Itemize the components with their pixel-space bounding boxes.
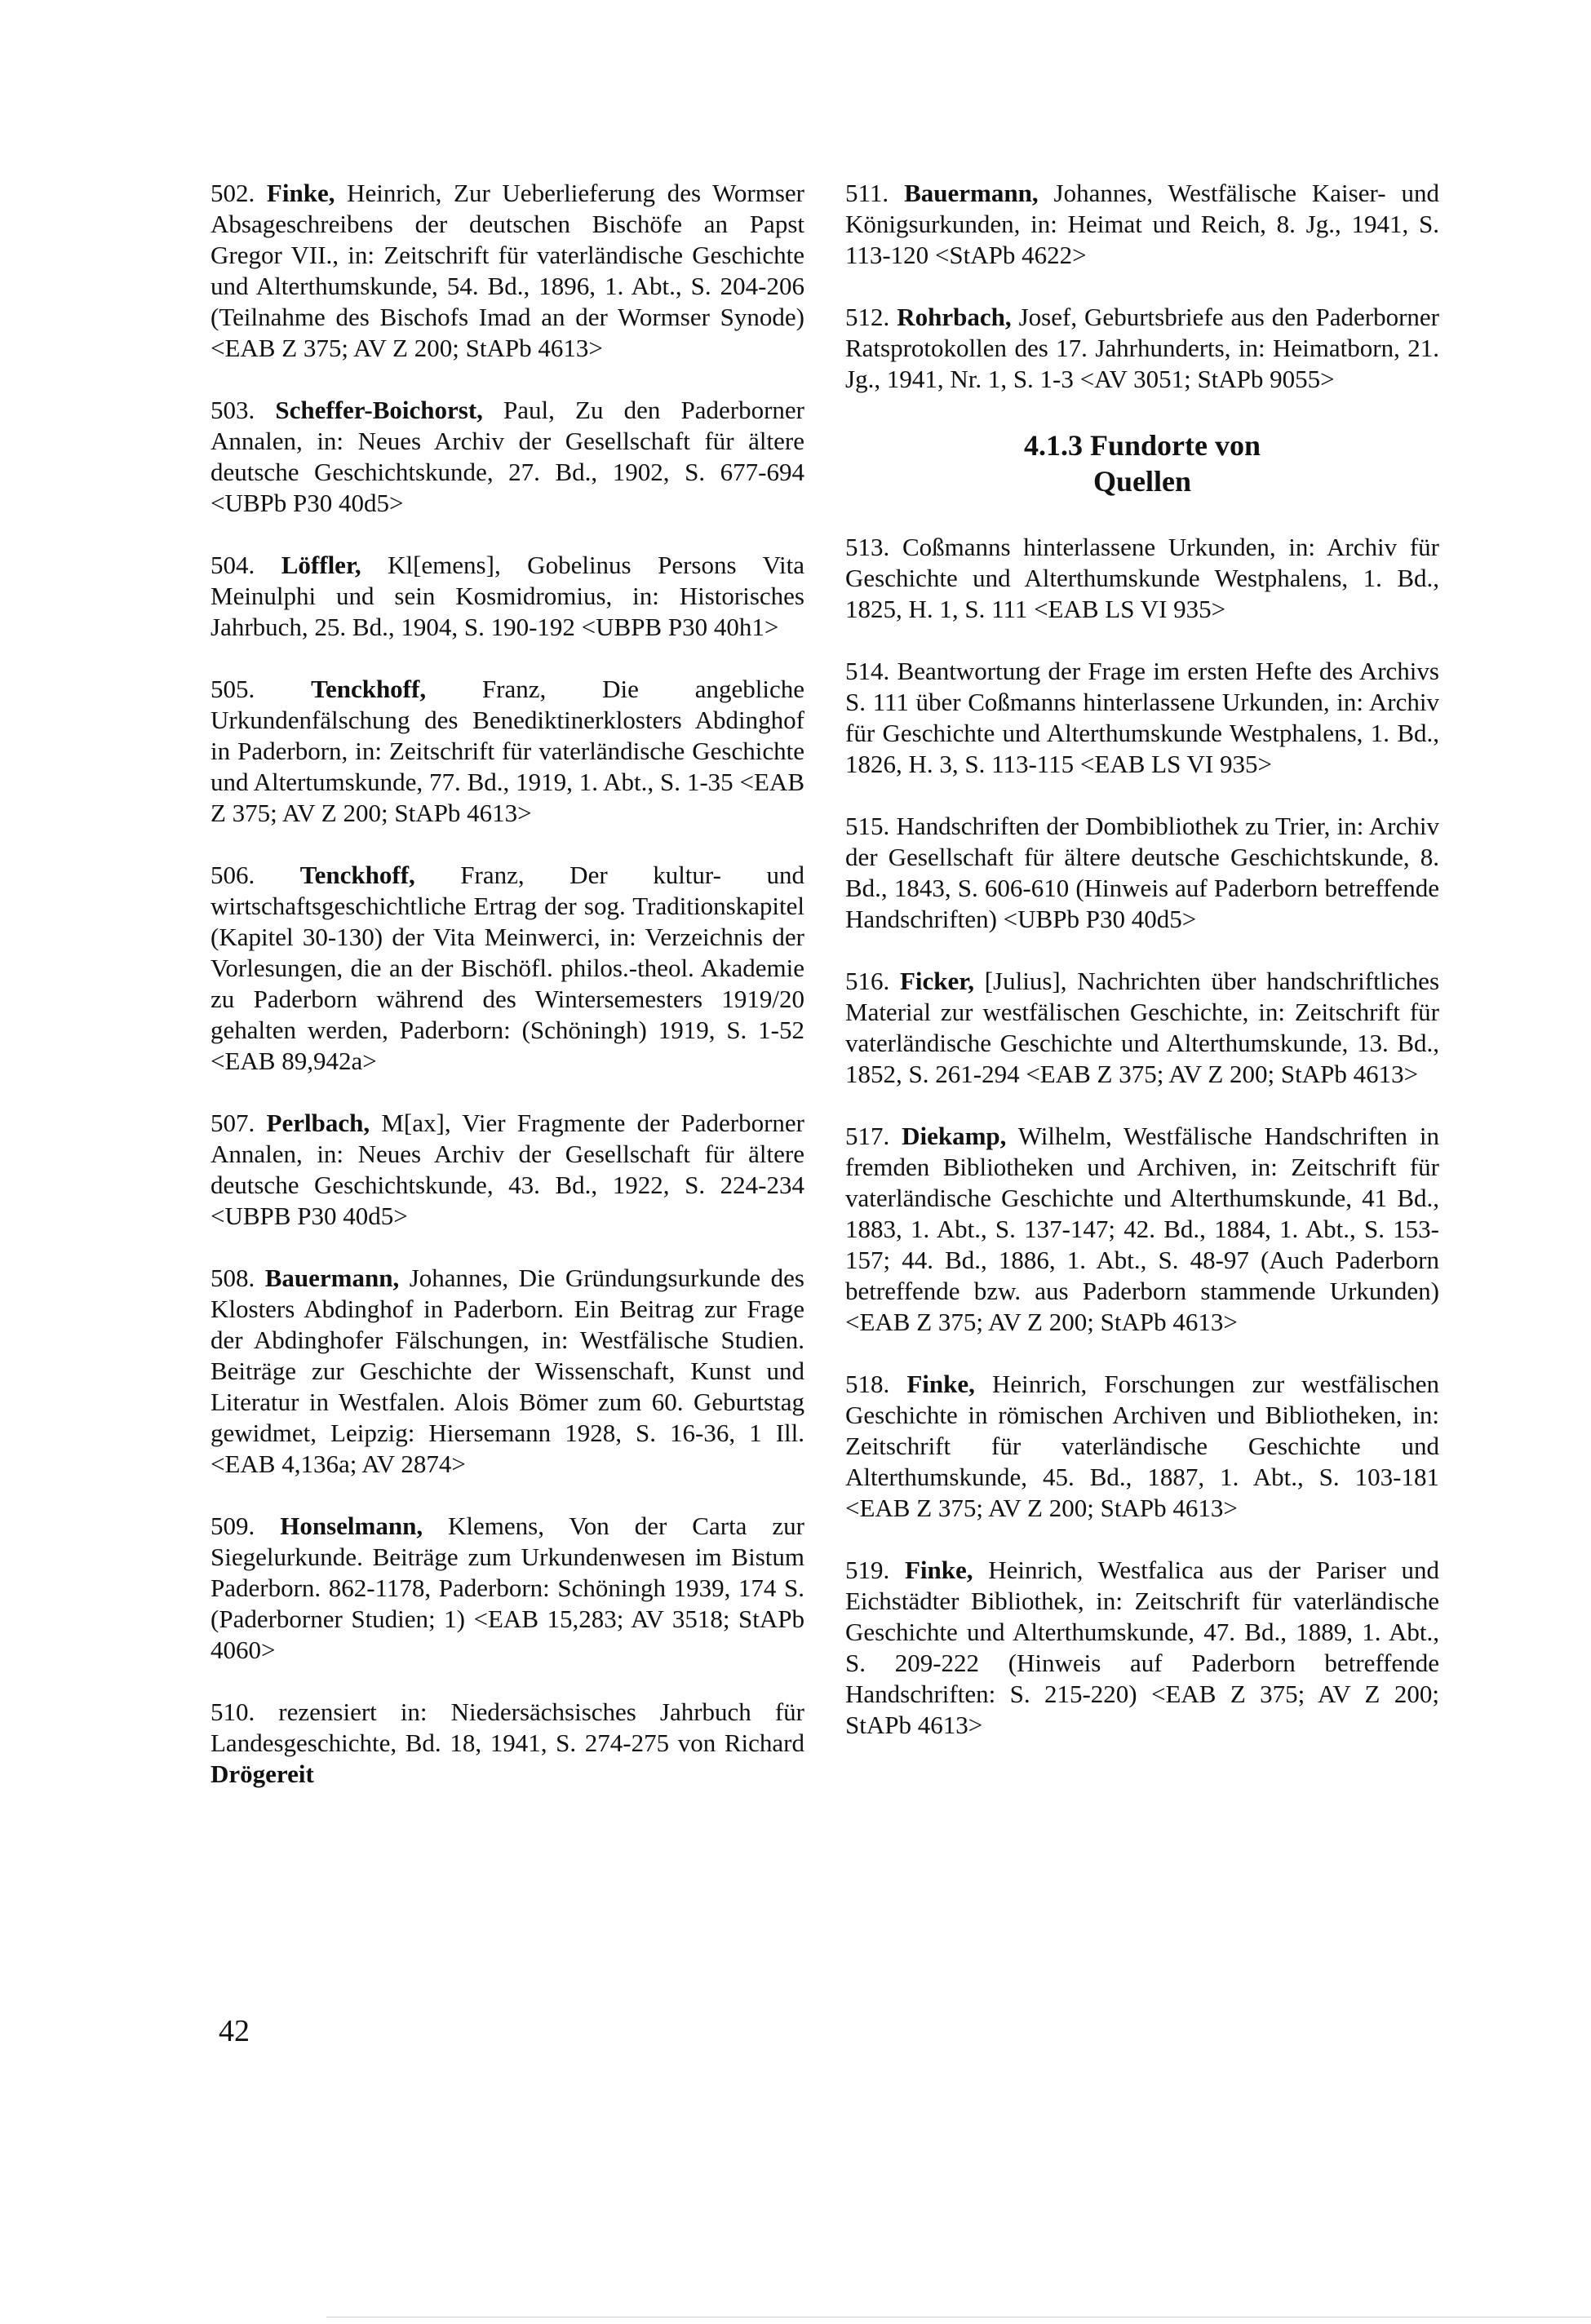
bib-entry-504	[211, 550, 804, 643]
bib-entry-503	[211, 395, 804, 519]
section-heading	[845, 427, 1439, 499]
entry-text: Johannes, Die Gründungsurkunde des Klosters Abdinghof in Paderborn. Ein Beitrag zur Frage der Abdinghofer Fälschungen, in: Westfälische Studien. Beiträge zur Geschichte der Wissenschaft, Kunst und Literatur in Westfalen. Alois Bömer zum 60. Geburtstag gewidmet, Leipzig: Hiersemann 1928, S. 16-36, 1 Ill. <EAB 4,136a; AV 2874>	[211, 1264, 804, 1478]
entry-text: Kl[emens], Gobelinus Persons Vita Meinulphi und sein Kosmidromius, in: Historisches Jahrbuch, 25. Bd., 1904, S. 190-192 <UBPB P30 40h1>	[211, 551, 805, 641]
entry-number: 509.	[211, 1512, 255, 1540]
bib-entry-511	[845, 178, 1439, 271]
bib-entry-505	[211, 674, 804, 829]
entry-author: Diekamp,	[902, 1122, 1007, 1150]
entry-text: Handschriften der Dombibliothek zu Trier, in: Archiv der Gesellschaft für ältere deutsche Geschichtskunde, 8. Bd., 1843, S. 606-610 (Hinweis auf Paderborn betreffende Handschriften) <UBPb P30 40d5>	[845, 812, 1439, 933]
entry-number: 519.	[845, 1556, 890, 1584]
bib-entry-507	[211, 1108, 804, 1232]
entry-text: Heinrich, Westfalica aus der Pariser und Eichstädter Bibliothek, in: Zeitschrift für vaterländische Geschichte und Alterthumskunde, 47. Bd., 1889, 1. Abt., S. 209-222 (Hinweis auf Paderborn betreffende Handschriften: S. 215-220) <EAB Z 375; AV Z 200; StAPb 4613>	[845, 1556, 1439, 1739]
entry-author: Drögereit	[211, 1760, 314, 1788]
entry-author: Honselmann,	[280, 1512, 423, 1540]
entry-number: 504.	[211, 551, 255, 579]
entry-text: Josef, Geburtsbriefe aus den Paderborner Ratsprotokollen des 17. Jahrhunderts, in: Heimatborn, 21. Jg., 1941, Nr. 1, S. 1-3 <AV 3051; StAPb 9055>	[845, 303, 1439, 393]
entry-text: Heinrich, Forschungen zur westfälischen Geschichte in römischen Archiven und Bibliotheken, in: Zeitschrift für vaterländische Geschichte und Alterthumskunde, 45. Bd., 1887, 1. Abt., S. 103-181 <EAB Z 375; AV Z 200; StAPb 4613>	[845, 1370, 1439, 1522]
entry-number: 516.	[845, 967, 890, 995]
bib-entry-518	[845, 1369, 1439, 1524]
entry-number: 512.	[845, 303, 890, 331]
entry-number: 517.	[845, 1122, 890, 1150]
bib-entry-513	[845, 532, 1439, 625]
entry-text: Heinrich, Zur Ueberlieferung des Wormser Absageschreibens der deutschen Bischöfe an Papst Gregor VII., in: Zeitschrift für vaterländische Geschichte und Alterthumskunde, 54. Bd., 1896, 1. Abt., S. 204-206 (Teilnahme des Bischofs Imad an der Wormser Synode) <EAB Z 375; AV Z 200; StAPb 4613>	[211, 179, 804, 362]
entry-text: M[ax], Vier Fragmente der Paderborner Annalen, in: Neues Archiv der Gesellschaft für ältere deutsche Geschichtskunde, 43. Bd., 1922, S. 224-234 <UBPB P30 40d5>	[211, 1109, 804, 1230]
entry-author: Bauermann,	[264, 1264, 400, 1292]
entry-number: 514.	[845, 657, 890, 685]
entry-author: Finke,	[904, 1556, 973, 1584]
left-column	[211, 178, 804, 1821]
entry-text: Wilhelm, Westfälische Handschriften in fremden Bibliotheken und Archiven, in: Zeitschrift für vaterländische Geschichte und Alterthumskunde, 41 Bd., 1883, 1. Abt., S. 137-147; 42. Bd., 1884, 1. Abt., S. 153-157; 44. Bd., 1886, 1. Abt., S. 48-97 (Auch Paderborn betreffende bzw. aus Paderborn stammende Urkunden) <EAB Z 375; AV Z 200; StAPb 4613>	[845, 1122, 1440, 1336]
entry-number: 518.	[845, 1370, 890, 1398]
entry-number: 511.	[845, 179, 889, 207]
right-column	[845, 178, 1439, 1772]
entry-number: 515.	[845, 812, 890, 840]
bib-entry-508	[211, 1263, 804, 1480]
entry-author: Scheffer-Boichorst,	[275, 396, 483, 424]
page-number: 42	[219, 2014, 250, 2048]
entry-author: Ficker,	[900, 967, 974, 995]
bib-entry-509	[211, 1511, 804, 1666]
entry-text: [Julius], Nachrichten über handschriftliches Material zur westfälischen Geschichte, in: Zeitschrift für vaterländische Geschichte und Alterthumskunde, 13. Bd., 1852, S. 261-294 <EAB Z 375; AV Z 200; StAPb 4613>	[845, 967, 1440, 1088]
entry-text: Johannes, Westfälische Kaiser- und Königsurkunden, in: Heimat und Reich, 8. Jg., 1941, S. 113-120 <StAPb 4622>	[845, 179, 1439, 269]
bib-entry-516	[845, 966, 1439, 1090]
entry-number: 502.	[211, 179, 255, 207]
entry-author: Finke,	[266, 179, 335, 207]
bib-entry-515	[845, 811, 1439, 935]
entry-number: 508.	[211, 1264, 255, 1292]
entry-text: Klemens, Von der Carta zur Siegelurkunde. Beiträge zum Urkundenwesen im Bistum Paderborn. 862-1178, Paderborn: Schöningh 1939, 174 S. (Paderborner Studien; 1) <EAB 15,283; AV 3518; StAPb 4060>	[211, 1512, 804, 1664]
entry-number: 507.	[211, 1109, 255, 1137]
entry-author: Perlbach,	[266, 1109, 370, 1137]
entry-text: Beantwortung der Frage im ersten Hefte des Archivs S. 111 über Coßmanns hinterlassene Urkunden, in: Archiv für Geschichte und Alterthumskunde Westphalens, 1. Bd., 1826, H. 3, S. 113-115 <EAB LS VI 935>	[845, 657, 1439, 778]
entry-author: Bauermann,	[904, 179, 1039, 207]
entry-number: 510.	[211, 1698, 255, 1726]
entry-author: Finke,	[906, 1370, 975, 1398]
bib-entry-506	[211, 860, 804, 1077]
entry-text: Coßmanns hinterlassene Urkunden, in: Archiv für Geschichte und Alterthumskunde Westphalens, 1. Bd., 1825, H. 1, S. 111 <EAB LS VI 935>	[845, 533, 1439, 623]
entry-text: Franz, Die angebliche Urkundenfälschung des Benediktinerklosters Abdinghof in Paderborn, in: Zeitschrift für vaterländische Geschichte und Altertumskunde, 77. Bd., 1919, 1. Abt., S. 1-35 <EAB Z 375; AV Z 200; StAPb 4613>	[211, 675, 804, 827]
bib-entry-517	[845, 1121, 1439, 1338]
bib-entry-512	[845, 302, 1439, 395]
section-heading-line-1: 4.1.3 Fundorte von	[1023, 429, 1261, 462]
bib-entry-519	[845, 1555, 1439, 1741]
entry-author: Löffler,	[281, 551, 361, 579]
entry-number: 513.	[845, 533, 890, 561]
section-heading-line-2: Quellen	[1092, 465, 1191, 498]
bib-entry-510	[211, 1697, 804, 1790]
entry-author: Rohrbach,	[897, 303, 1012, 331]
entry-author: Tenckhoff,	[299, 861, 415, 889]
entry-text: Franz, Der kultur- und wirtschaftsgeschichtliche Ertrag der sog. Traditionskapitel (Kapitel 30-130) der Vita Meinwerci, in: Verzeichnis der Vorlesungen, die an der Bischöfl. philos.-theol. Akademie zu Paderborn während des Wintersemesters 1919/20 gehalten werden, Paderborn: (Schöningh) 1919, S. 1-52 <EAB 89,942a>	[211, 861, 804, 1075]
entry-number: 506.	[211, 861, 255, 889]
entry-author: Tenckhoff,	[311, 675, 427, 703]
bib-entry-514	[845, 656, 1439, 780]
entry-text: rezensiert in: Niedersächsisches Jahrbuch für Landesgeschichte, Bd. 18, 1941, S. 274-275 von Richard	[211, 1698, 804, 1757]
entry-text: Paul, Zu den Paderborner Annalen, in: Neues Archiv der Gesellschaft für ältere deutsche Geschichtskunde, 27. Bd., 1902, S. 677-694 <UBPb P30 40d5>	[211, 396, 805, 517]
entry-number: 505.	[211, 675, 255, 703]
bib-entry-502	[211, 178, 804, 364]
entry-number: 503.	[211, 396, 255, 424]
